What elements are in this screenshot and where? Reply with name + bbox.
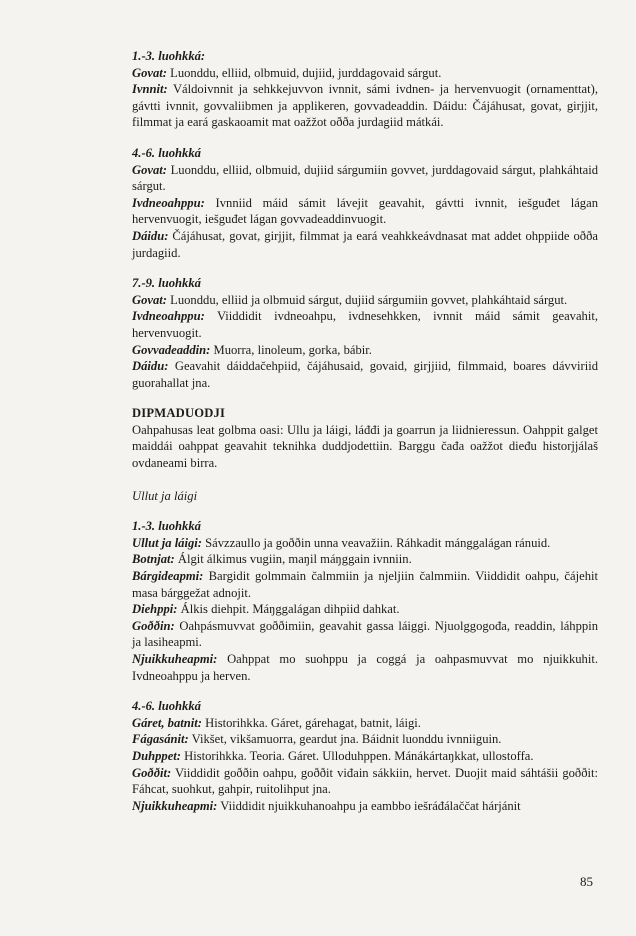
grade-heading: 1.-3. luohkká <box>132 519 201 534</box>
paragraph <box>132 568 598 601</box>
spacer <box>132 472 598 488</box>
paragraph <box>132 65 598 82</box>
spacer <box>132 131 598 145</box>
document-body <box>132 48 598 814</box>
paragraph-label: Dáidu: <box>132 359 169 374</box>
paragraph <box>132 798 598 815</box>
grade-heading: 4.-6. luohkká <box>132 145 201 160</box>
paragraph <box>132 228 598 261</box>
section-title: DIPMADUODJI <box>132 406 226 421</box>
paragraph-text: Álkis diehpit. Máŋggalágan dihpiid dahkat. <box>180 602 400 617</box>
paragraph-text: Muorra, linoleum, gorka, bábir. <box>213 342 372 357</box>
paragraph-label: Fágasánit: <box>132 732 189 747</box>
paragraph-label: Govvadeaddin: <box>132 342 211 357</box>
paragraph-label: Njuikkuheapmi: <box>132 798 218 813</box>
paragraph <box>132 651 598 684</box>
paragraph <box>132 551 598 568</box>
paragraph-label: Botnjat: <box>132 552 175 567</box>
spacer <box>132 261 598 275</box>
paragraph <box>132 292 598 309</box>
paragraph-label: Ivnnit: <box>132 82 168 97</box>
paragraph-label: Goððin: <box>132 618 175 633</box>
paragraph <box>132 618 598 651</box>
paragraph <box>132 81 598 131</box>
paragraph <box>132 748 598 765</box>
paragraph-text: Oahppat mo suohppu ja coggá ja oahpasmuvvat mo njuikkuhit. Ivdneoahppu ja herven. <box>132 652 598 683</box>
paragraph <box>132 358 598 391</box>
spacer <box>132 684 598 698</box>
grade-heading: 4.-6. luohkká <box>132 699 201 714</box>
grade-heading: 7.-9. luohkká <box>132 276 201 291</box>
paragraph-text: Ivnniid máid sámit lávejit geavahit, gávtti ivnnit, iešguđet lágan hervenvuogit, iešguđet lágan govvadeaddinvuogit. <box>132 195 598 227</box>
page-number: 85 <box>580 874 593 889</box>
paragraph-label: Govat: <box>132 65 167 80</box>
paragraph-text: Viiddidit njuikkuhanoahpu ja eambbo iešráđálaččat hárjánit <box>220 798 521 813</box>
paragraph-text: Álgit álkimus vugiin, maŋil máŋggain ivnniin. <box>177 552 412 567</box>
paragraph-text: Sávzzaullo ja goððin unna veavažiin. Ráhkadit mánggalágan ránuid. <box>205 535 551 550</box>
paragraph <box>132 731 598 748</box>
paragraph <box>132 342 598 359</box>
paragraph-label: Diehppi: <box>132 602 178 617</box>
paragraph <box>132 195 598 228</box>
paragraph-label: Gáret, batnit: <box>132 715 202 730</box>
paragraph-text: Geavahit dáiddačehpiid, čájáhusaid, govaid, girjjiid, filmmaid, boares dávviriid guorahallat jna. <box>132 359 598 390</box>
subsection-title: Ullut ja láigi <box>132 488 198 503</box>
paragraph-text: Oahpásmuvvat goððimiin, geavahit gassa láiggi. Njuolggogođa, readdin, láhppin ja lasiheapmi. <box>132 618 598 650</box>
paragraph-label: Bárgideapmi: <box>132 569 204 584</box>
paragraph-text: Viiddidit goððin oahpu, goððit viđain sákkiin, hervet. Duojit maid sáhtášii goððit: Fáhcat, suohkut, gahpir, ruitolihput jna. <box>132 765 598 797</box>
paragraph-label: Dáidu: <box>132 228 169 243</box>
paragraph-text: Luonddu, elliid ja olbmuid sárgut, dujiid sárgumiin govvet, plahkáhtaid sárgut. <box>170 292 568 307</box>
paragraph-text: Luonddu, elliid, olbmuid, dujiid, jurddagovaid sárgut. <box>170 65 442 80</box>
paragraph <box>132 601 598 618</box>
spacer <box>132 504 598 518</box>
paragraph <box>132 308 598 341</box>
paragraph <box>132 535 598 552</box>
paragraph-text: Oahpahusas leat golbma oasi: Ullu ja láigi, láđđi ja goarrun ja liidnieressun. Oahppit galget maiddái oahppat geavahit teknihka duddjodettiin. Barggu čađa oažžot dieđu historjjálaš ovdaneami birra. <box>132 422 598 471</box>
paragraph <box>132 422 598 472</box>
paragraph-text: Historihkka. Gáret, gárehagat, batnit, láigi. <box>205 715 421 730</box>
paragraph-text: Luonddu, elliid, olbmuid, dujiid sárgumiin govvet, jurddagovaid sárgut, plahkáhtaid sárgut. <box>132 162 598 194</box>
paragraph-label: Njuikkuheapmi: <box>132 652 218 666</box>
grade-heading: 1.-3. luohkká: <box>132 49 206 63</box>
paragraph <box>132 765 598 798</box>
paragraph-label: Ivdneoahppu: <box>132 195 205 210</box>
paragraph-label: Ullut ja láigi: <box>132 535 202 550</box>
paragraph-text: Viiddidit ivdneoahpu, ivdnesehkken, ivnnit máid sámit geavahit, hervenvuogit. <box>132 309 599 340</box>
paragraph <box>132 715 598 732</box>
paragraph-text: Čájáhusat, govat, girjjit, filmmat ja eará veahkkeávdnasat mat addet ohppiide oððа jurdagiid. <box>132 228 598 260</box>
paragraph-text: Vikšet, vikšamuorra, geardut jna. Báidnit luonddu ivnniiguin. <box>191 732 502 747</box>
paragraph-label: Govat: <box>132 292 167 307</box>
paragraph-text: Historihkka. Teoria. Gáret. Ulloduhppen. Mánákártaŋkkat, ullostoffa. <box>184 748 534 763</box>
paragraph-text: Váldoivnnit ja sehkkejuvvon ivnnit, sámi ivdnen- ja hervenvuogit (ornamenttat), gávtti ivnnit, govvaliibmen ja applikeren, govvadeaddin. Dáidu: Čájáhusat, govat, girjjit, filmmat ja eará gaskaoamit mat oažžot oððа jurdagiid mátkái. <box>132 82 598 130</box>
paragraph-label: Goððit: <box>132 765 172 780</box>
spacer <box>132 391 598 405</box>
paragraph-label: Duhppet: <box>132 748 181 763</box>
paragraph-label: Ivdneoahppu: <box>132 309 205 324</box>
paragraph-text: Bargidit golmmain čalmmiin ja njeljiin čalmmiin. Viiddidit oahpu, čájehit masa bárggežat adnojit. <box>132 569 598 600</box>
paragraph-label: Govat: <box>132 162 167 177</box>
paragraph <box>132 162 598 195</box>
